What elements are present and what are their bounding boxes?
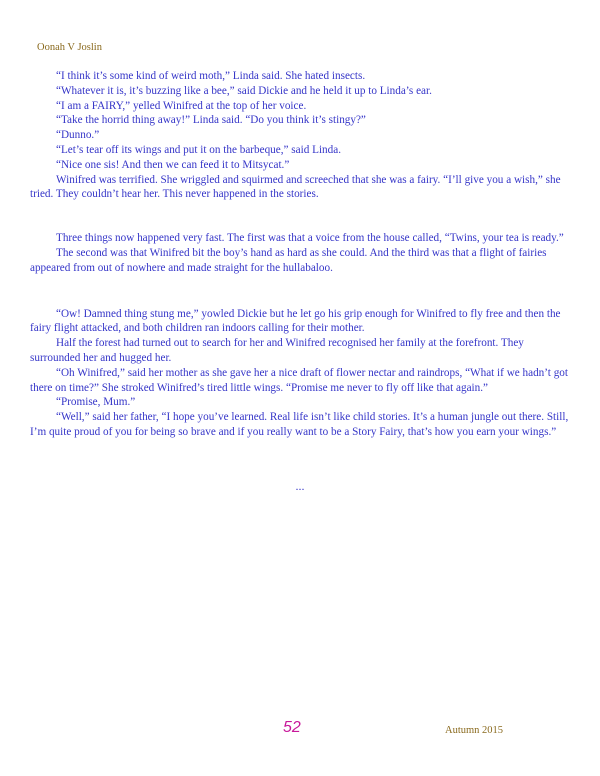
paragraph: “Whatever it is, it’s buzzing like a bee,” said Dickie and he held it up to Linda’s ear.	[56, 84, 432, 97]
story-body	[30, 69, 570, 440]
scene-end-ellipsis: ...	[295, 479, 305, 493]
paragraph: “Dunno.”	[56, 129, 100, 142]
paragraph: “Nice one sis! And then we can feed it to Mitsycat.”	[56, 158, 290, 171]
paragraph: Three things now happened very fast. The first was that a voice from the house called, “Twins, your tea is ready.”	[56, 232, 564, 245]
section-break	[30, 202, 570, 231]
paragraph: “Well,” said her father, “I hope you’ve learned. Real life isn’t like child stories. It’s a human jungle out there. Still, I’m quite proud of you for being so brave and if you really want to be a Story Fairy, that’s how you earn your wings.”	[30, 411, 569, 438]
paragraph: The second was that Winifred bit the boy’s hand as hard as she could. And the third was that a flight of fairies appeared from out of nowhere and made straight for the hullabaloo.	[30, 246, 547, 274]
paragraph: “Oh Winifred,” said her mother as she gave her a nice draft of flower nectar and raindrops, “What if we hadn’t got there on time?” She stroked Winifred’s tired little wings. “Promise me never to fly off like that again.”	[30, 366, 569, 394]
paragraph: “I think it’s some kind of weird moth,” Linda said. She hated insects.	[56, 70, 366, 82]
paragraph: “Take the horrid thing away!” Linda said. “Do you think it’s stingy?”	[56, 114, 366, 127]
footer-issue: Autumn 2015	[445, 725, 504, 736]
page-number: 52	[283, 719, 301, 736]
section-1	[30, 69, 570, 202]
paragraph: “Promise, Mum.”	[56, 396, 136, 409]
paragraph: “Let’s tear off its wings and put it on the barbeque,” said Linda.	[56, 143, 341, 156]
running-header-author: Oonah V Joslin	[37, 42, 102, 53]
paragraph: Half the forest had turned out to search for her and Winifred recognised her family at the forefront. They surrounded her and hugged her.	[30, 337, 524, 364]
paragraph: Winifred was terrified. She wriggled and squirmed and screeched that she was a fairy. “I’ll give you a wish,” she tried. They couldn’t hear her. This never happened in the stories.	[30, 173, 561, 201]
paragraph: “I am a FAIRY,” yelled Winifred at the top of her voice.	[56, 99, 307, 112]
section-break	[30, 276, 570, 307]
section-2	[30, 231, 570, 275]
paragraph: “Ow! Damned thing stung me,” yowled Dickie but he let go his grip enough for Winifred to fly free and then the fairy flight attacked, and both children ran indoors calling for their mother.	[30, 307, 561, 335]
section-3	[30, 307, 570, 440]
